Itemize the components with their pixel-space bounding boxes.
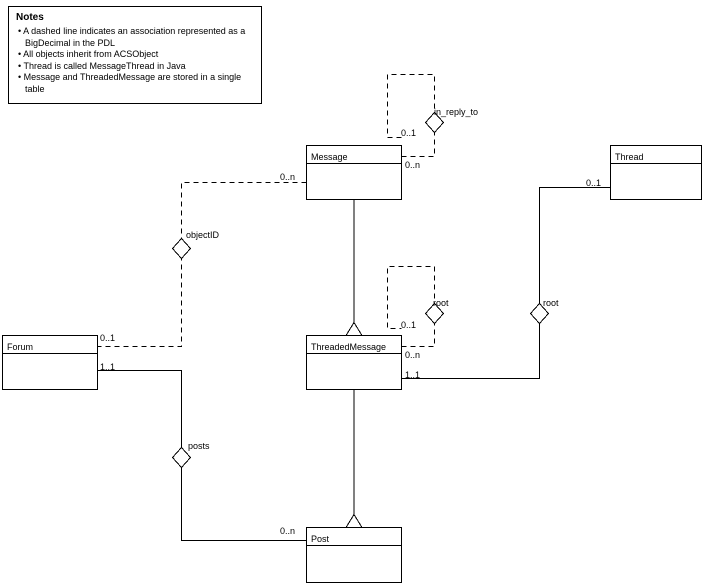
- assoc-label-root-right: root: [543, 298, 559, 308]
- assoc-root-thread: [402, 188, 611, 379]
- multiplicity-forum-top: 0..1: [100, 333, 116, 343]
- class-name-thread: Thread: [615, 152, 644, 162]
- assoc-in-reply-to: [388, 75, 435, 157]
- assoc-label-posts: posts: [188, 441, 210, 451]
- generalization-arrow-threadedmessage: [346, 515, 362, 528]
- assoc-label-root-left: root: [433, 298, 449, 308]
- assoc-object-id: [98, 183, 307, 347]
- multiplicity-reply-lower: 0..n: [405, 160, 421, 170]
- assoc-label-in-reply-to: in_reply_to: [434, 107, 479, 117]
- class-name-threadedmessage: ThreadedMessage: [311, 342, 387, 352]
- class-name-post: Post: [311, 534, 330, 544]
- assoc-root-self: [388, 267, 435, 347]
- generalization-arrow-message: [346, 323, 362, 336]
- assoc-posts: [98, 371, 307, 541]
- note-item: • Message and ThreadedMessage are stored in a single table: [18, 72, 255, 95]
- note-item: • All objects inherit from ACSObject: [18, 49, 255, 61]
- multiplicity-root-lower: 0..n: [405, 350, 421, 360]
- notes-title: Notes: [16, 12, 44, 23]
- multiplicity-post-left: 0..n: [280, 526, 296, 536]
- multiplicity-root-upper: 0..1: [401, 320, 417, 330]
- multiplicity-message-left: 0..n: [280, 172, 296, 182]
- class-name-forum: Forum: [7, 342, 34, 352]
- multiplicity-reply-upper: 0..1: [401, 128, 417, 138]
- aggregation-diamond-object-id: [173, 239, 191, 259]
- multiplicity-thread-left: 0..1: [586, 178, 602, 188]
- assoc-label-object-id: objectID: [186, 230, 220, 240]
- note-item: • Thread is called MessageThread in Java: [18, 61, 255, 73]
- multiplicity-forum-bottom: 1..1: [100, 362, 116, 372]
- multiplicity-threadedmessage-bottom: 1..1: [405, 370, 421, 380]
- notes-list: [9, 26, 261, 95]
- notes-box: [8, 6, 262, 104]
- note-item: • A dashed line indicates an association represented as a BigDecimal in the PDL: [18, 26, 255, 49]
- class-name-message: Message: [311, 152, 348, 162]
